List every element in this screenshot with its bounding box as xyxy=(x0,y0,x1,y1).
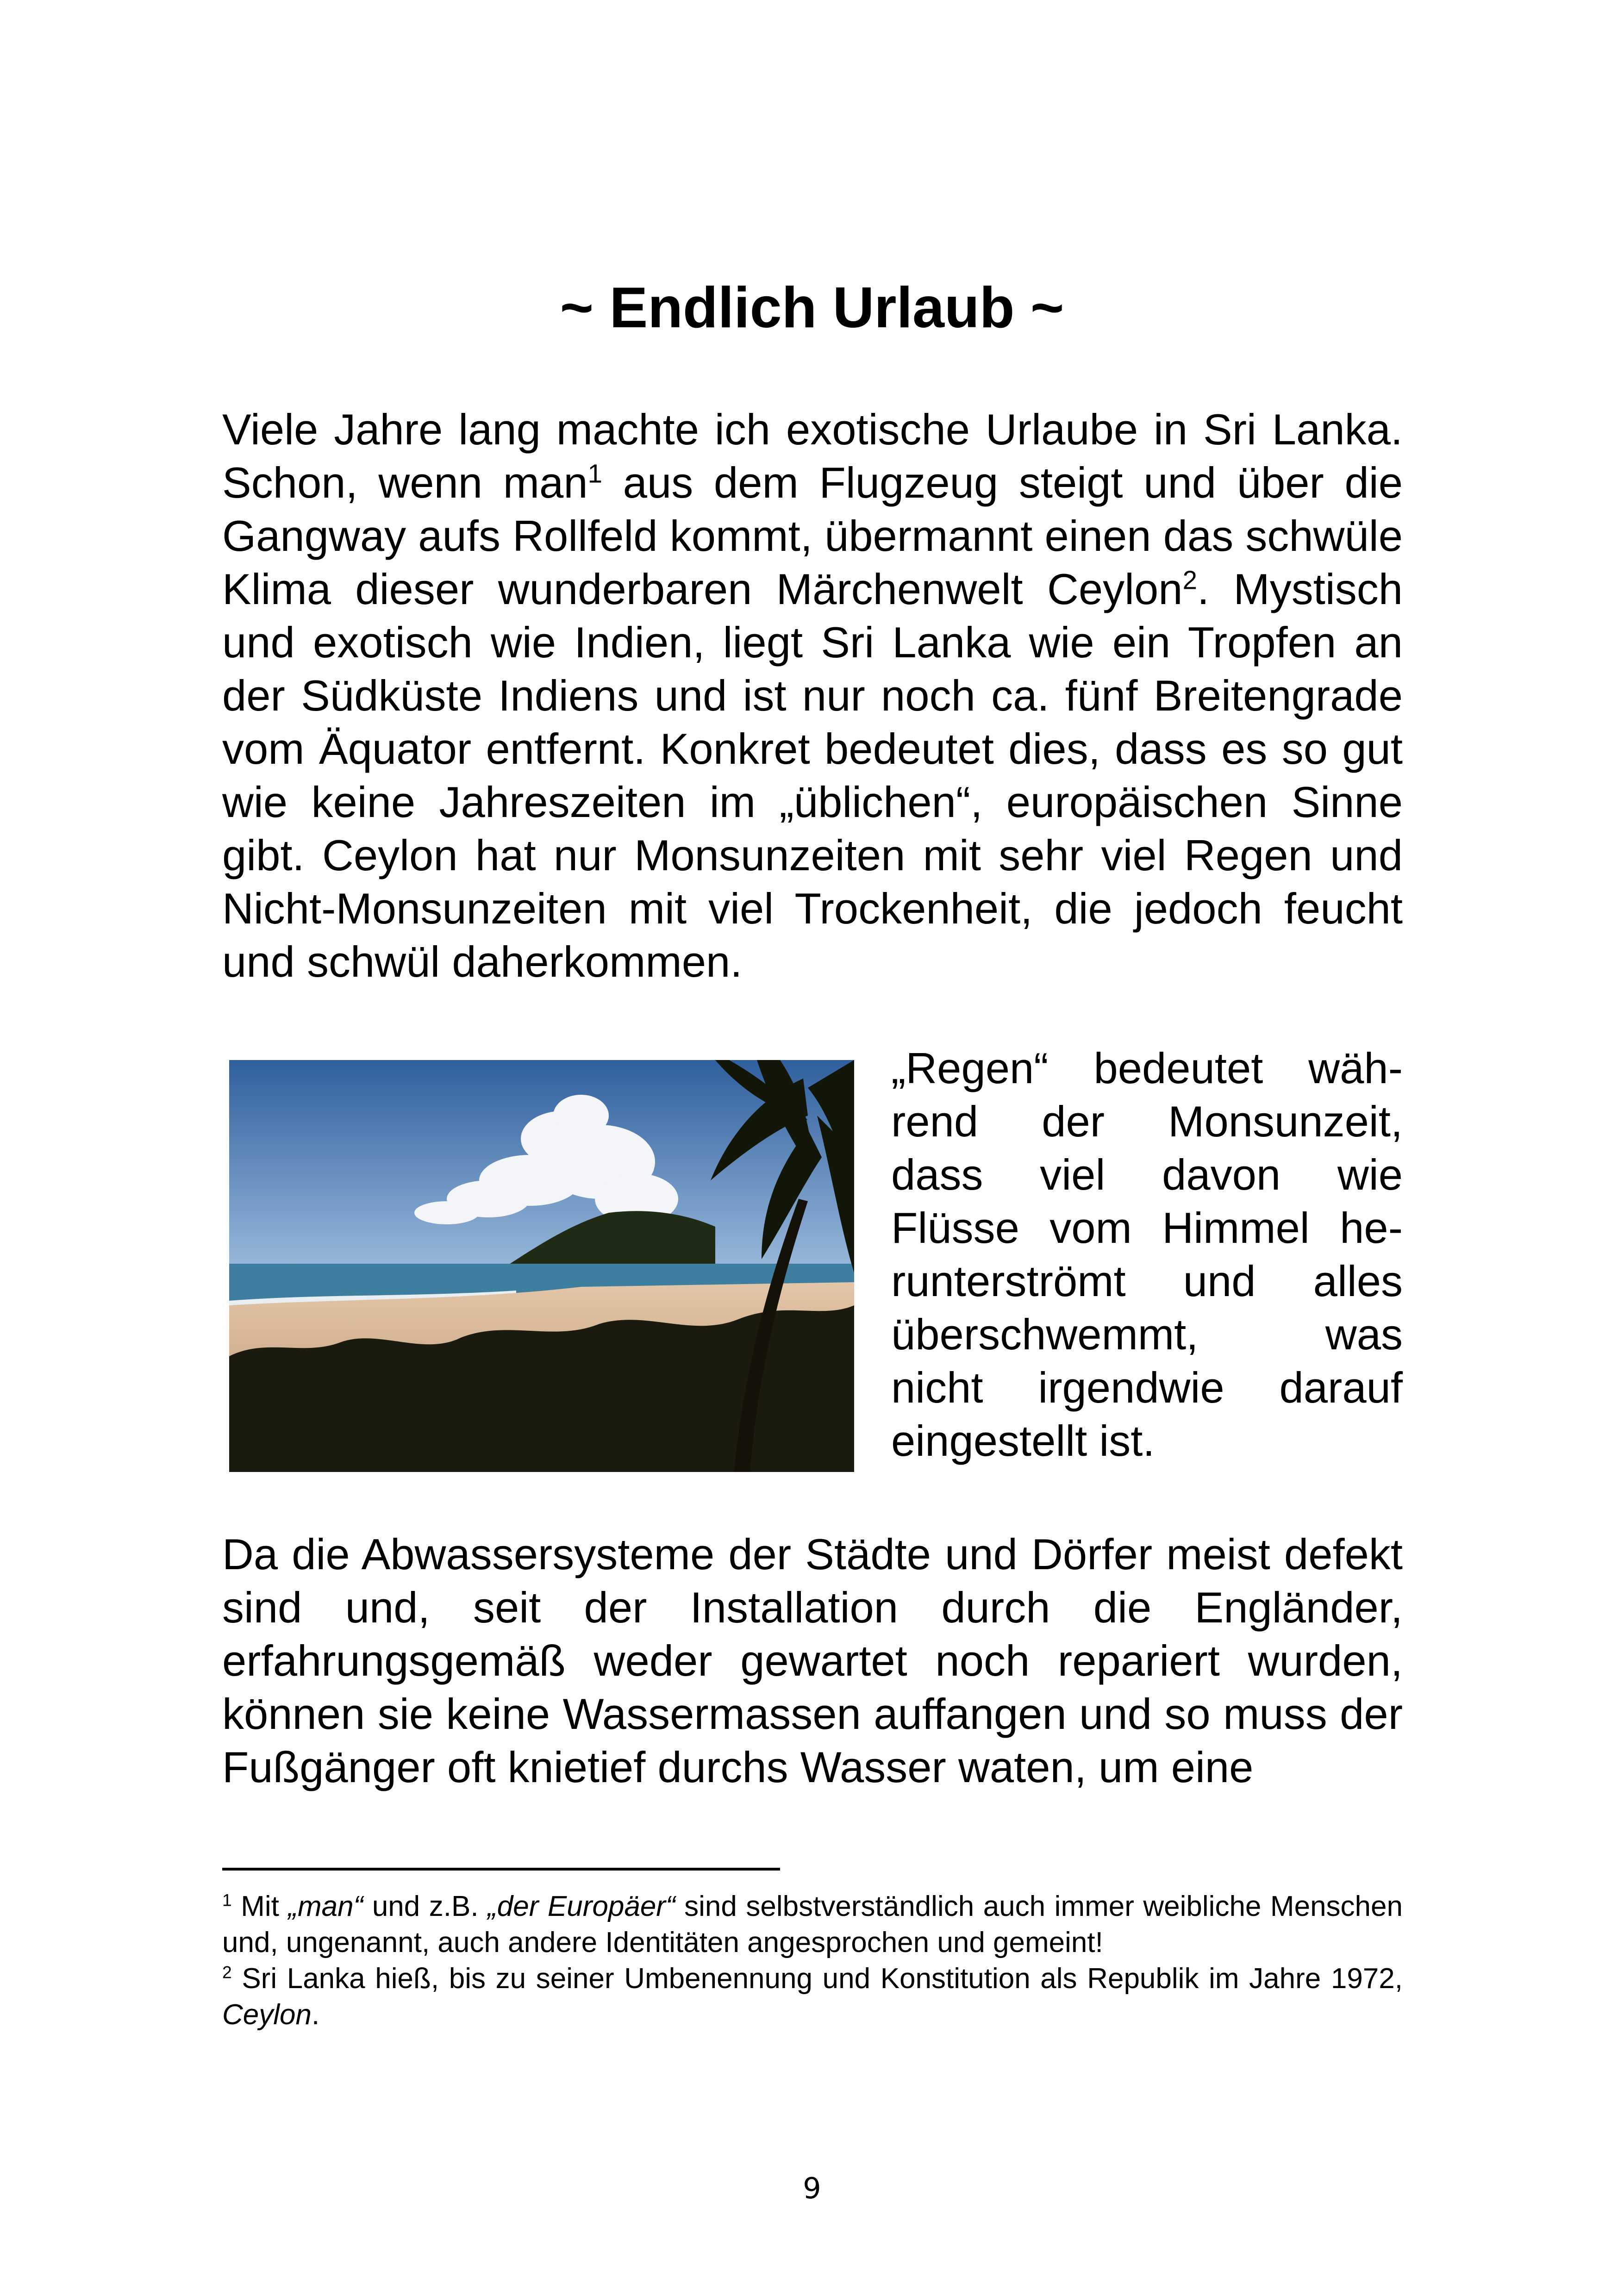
paragraph-text: aus dem Flugzeug steigt und über die Gangway aufs Rollfeld kommt, übermannt einen das schwüle Klima dieser wunderbaren Märchenwelt Ceylon xyxy=(222,458,1403,613)
footnote-text: . xyxy=(312,1999,320,2031)
footnote-italic: Ceylon xyxy=(222,1999,312,2031)
footnote-number: 1 xyxy=(222,1890,232,1910)
paragraph-text: Viele Jahre lang machte ich exotische Urlaube in Sri Lanka. Schon, wenn man xyxy=(222,405,1403,507)
footnote-reference-1[interactable]: 1 xyxy=(587,459,602,488)
page-number: 9 xyxy=(803,2171,821,2205)
body-paragraph-2: Da die Abwassersysteme der Städte und Dörfer meist defekt sind und, seit der Installation durch die Engländer, erfahrungsgemäß weder gewartet noch repariert wurden, können sie keine Wassermassen auffangen und so muss der Fußgänger oft knietief durchs Wasser waten, um eine xyxy=(222,1530,1403,1791)
side-text-line: nicht irgendwie darauf xyxy=(891,1363,1403,1412)
footnote-text: sind selbstverständlich auch immer weibliche Menschen und, ungenannt, auch andere Identitäten angesprochen und gemeint! xyxy=(222,1890,1403,1958)
side-text-line: Flüsse vom Himmel he- xyxy=(891,1204,1403,1252)
page-title: ~ Endlich Urlaub ~ xyxy=(560,276,1064,340)
footnote-text: Sri Lanka hieß, bis zu seiner Umbenennung und Konstitution als Republik im Jahre 1972, xyxy=(231,1963,1403,1995)
footnote-number: 2 xyxy=(222,1962,232,1982)
beach-illustration xyxy=(229,1060,854,1472)
footnote-1 xyxy=(222,1889,1403,1961)
footnote-text: Mit xyxy=(231,1890,288,1922)
side-text-line: überschwemmt, was xyxy=(891,1310,1403,1359)
side-paragraph xyxy=(891,1041,1403,1467)
footnote-italic: „man“ xyxy=(288,1890,363,1922)
footnote-2 xyxy=(222,1961,1403,2033)
footnote-italic: „der Europäer“ xyxy=(487,1890,675,1922)
footnote-reference-2[interactable]: 2 xyxy=(1182,565,1197,595)
side-text-line: runterströmt und alles xyxy=(891,1257,1403,1305)
side-text-line: dass viel davon wie xyxy=(891,1150,1403,1199)
body-paragraph-1 xyxy=(222,403,1403,988)
footnote-text: und z.B. xyxy=(363,1890,488,1922)
side-text-line: eingestellt ist. xyxy=(891,1416,1155,1465)
side-text-line: rend der Monsunzeit, xyxy=(891,1097,1403,1146)
beach-photo xyxy=(229,1060,854,1472)
side-text-line: „Regen“ bedeutet wäh- xyxy=(891,1044,1403,1092)
footnote-divider xyxy=(222,1868,780,1871)
paragraph-text: . Mystisch und exotisch wie Indien, liegt Sri Lanka wie ein Tropfen an der Südküste Indiens und ist nur noch ca. fünf Breitengrade vom Äquator entfernt. Konkret bedeutet dies, dass es so gut wie keine Jahreszeiten im „üblichen“, europäischen Sinne gibt. Ceylon hat nur Monsunzeiten mit sehr viel Regen und Nicht-Monsunzeiten mit viel Trockenheit, die jedoch feucht und schwül daherkommen. xyxy=(222,565,1403,986)
